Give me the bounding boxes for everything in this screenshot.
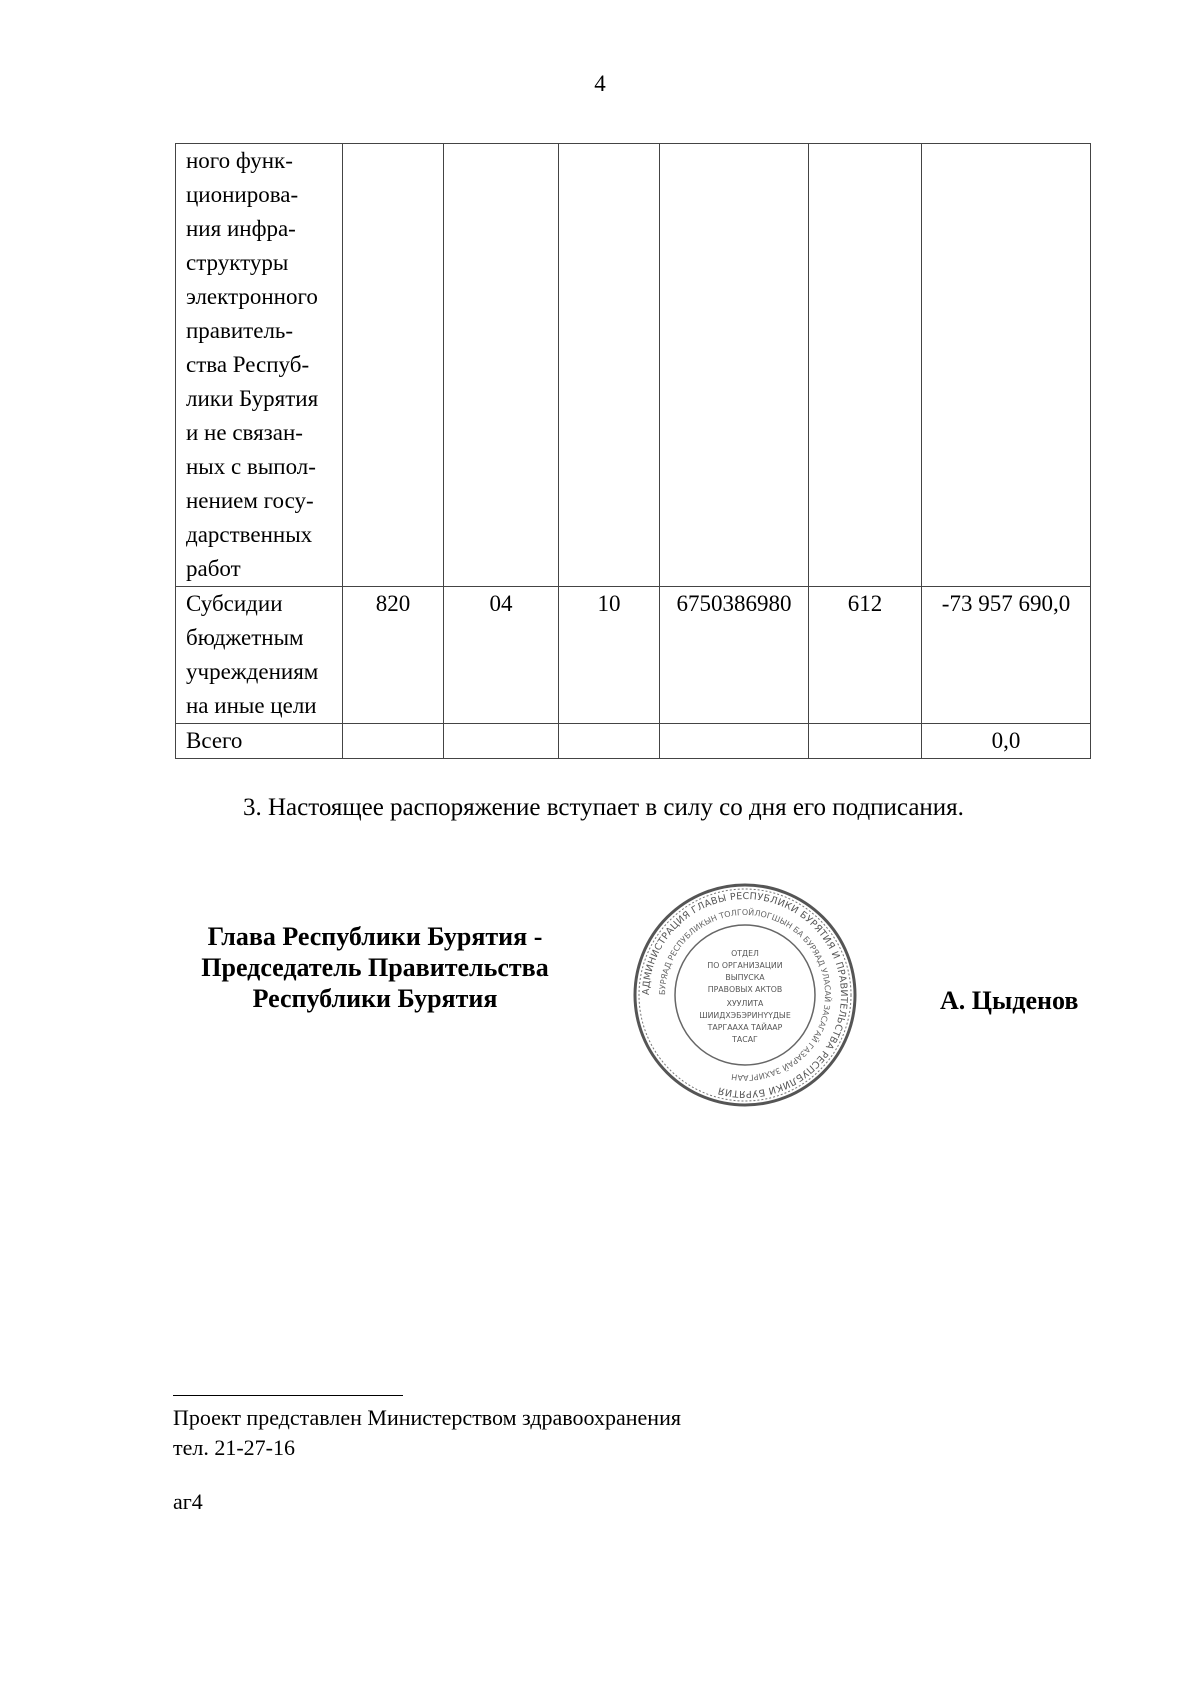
- table-cell: [559, 724, 660, 759]
- table-cell-name: Субсидии бюджетным учреждениям на иные цели: [176, 587, 343, 724]
- svg-text:ТАРГААХА ТАЙААР: ТАРГААХА ТАЙААР: [707, 1023, 783, 1032]
- svg-text:ОТДЕЛ: ОТДЕЛ: [731, 949, 759, 958]
- footnote-divider: [173, 1395, 403, 1396]
- table-cell-amount: [922, 144, 1091, 587]
- table-cell-code: 820: [343, 587, 444, 724]
- table-cell-section: 04: [444, 587, 559, 724]
- table-cell: [444, 144, 559, 587]
- seal-inner-ring: [675, 925, 815, 1065]
- table-cell-name: ного функ- ционирова- ния инфра- структуры электронного правитель- ства Респуб- лики Бурятия и не связан- ных с выпол- нением госу- дарственных работ: [176, 144, 343, 587]
- footnote: [173, 1403, 681, 1463]
- signatory-title-line: Глава Республики Бурятия -: [207, 922, 543, 951]
- effective-date-paragraph: 3. Настоящее распоряжение вступает в силу со дня его подписания.: [243, 794, 964, 821]
- signatory-name: А. Цыденов: [940, 986, 1079, 1015]
- table-cell-type: 612: [809, 587, 922, 724]
- signatory-title-line: Председатель Правительства: [201, 953, 549, 982]
- seal-outer-ring: [635, 885, 855, 1105]
- signatory-title-line: Республики Бурятия: [252, 984, 498, 1013]
- seal-inner-text: БУРЯАД РЕСПУБЛИКЫН ТОЛГОЙЛОГШЫН БА БУРЯАД УЛАСАЙ ЗАСАГАЙ ГАЗАРАЙ ЗАХИРГААН: [657, 907, 833, 1083]
- table-cell-name: Всего: [176, 724, 343, 759]
- table-cell-subsection: 10: [559, 587, 660, 724]
- svg-text:ХУУЛИТА: ХУУЛИТА: [726, 999, 764, 1008]
- svg-text:ВЫПУСКА: ВЫПУСКА: [725, 973, 765, 982]
- seal-dotted-ring: [639, 889, 851, 1101]
- table-cell-amount: -73 957 690,0: [922, 587, 1091, 724]
- table-cell: [660, 144, 809, 587]
- svg-text:ПРАВОВЫХ АКТОВ: ПРАВОВЫХ АКТОВ: [707, 985, 783, 994]
- budget-table: [175, 143, 1091, 759]
- table-cell: [559, 144, 660, 587]
- table-cell: [809, 724, 922, 759]
- table-cell: [343, 724, 444, 759]
- table-row-total: [176, 724, 1091, 759]
- table-cell: [809, 144, 922, 587]
- signatory-title: [160, 921, 590, 1014]
- table-row: [176, 144, 1091, 587]
- svg-text:ПО ОРГАНИЗАЦИИ: ПО ОРГАНИЗАЦИИ: [707, 961, 783, 970]
- table-cell: [343, 144, 444, 587]
- table-cell: [444, 724, 559, 759]
- table-cell-target: 6750386980: [660, 587, 809, 724]
- footnote-line: тел. 21-27-16: [173, 1435, 296, 1460]
- svg-text:ШИИДХЭБЭРИНҮҮДЫЕ: ШИИДХЭБЭРИНҮҮДЫЕ: [699, 1011, 791, 1020]
- document-code: аг4: [173, 1489, 203, 1514]
- seal-outer-text: АДМИНИСТРАЦИЯ ГЛАВЫ РЕСПУБЛИКИ БУРЯТИЯ И ПРАВИТЕЛЬСТВА РЕСПУБЛИКИ БУРЯТИЯ: [640, 890, 850, 1100]
- table-cell: [660, 724, 809, 759]
- footnote-line: Проект представлен Министерством здравоохранения: [173, 1405, 681, 1430]
- svg-text:ТАСАГ: ТАСАГ: [732, 1035, 758, 1044]
- official-seal: [630, 880, 860, 1110]
- table-cell-amount: 0,0: [922, 724, 1091, 759]
- seal-center-text: [699, 949, 791, 1044]
- page-number: 4: [594, 71, 606, 96]
- table-row: [176, 587, 1091, 724]
